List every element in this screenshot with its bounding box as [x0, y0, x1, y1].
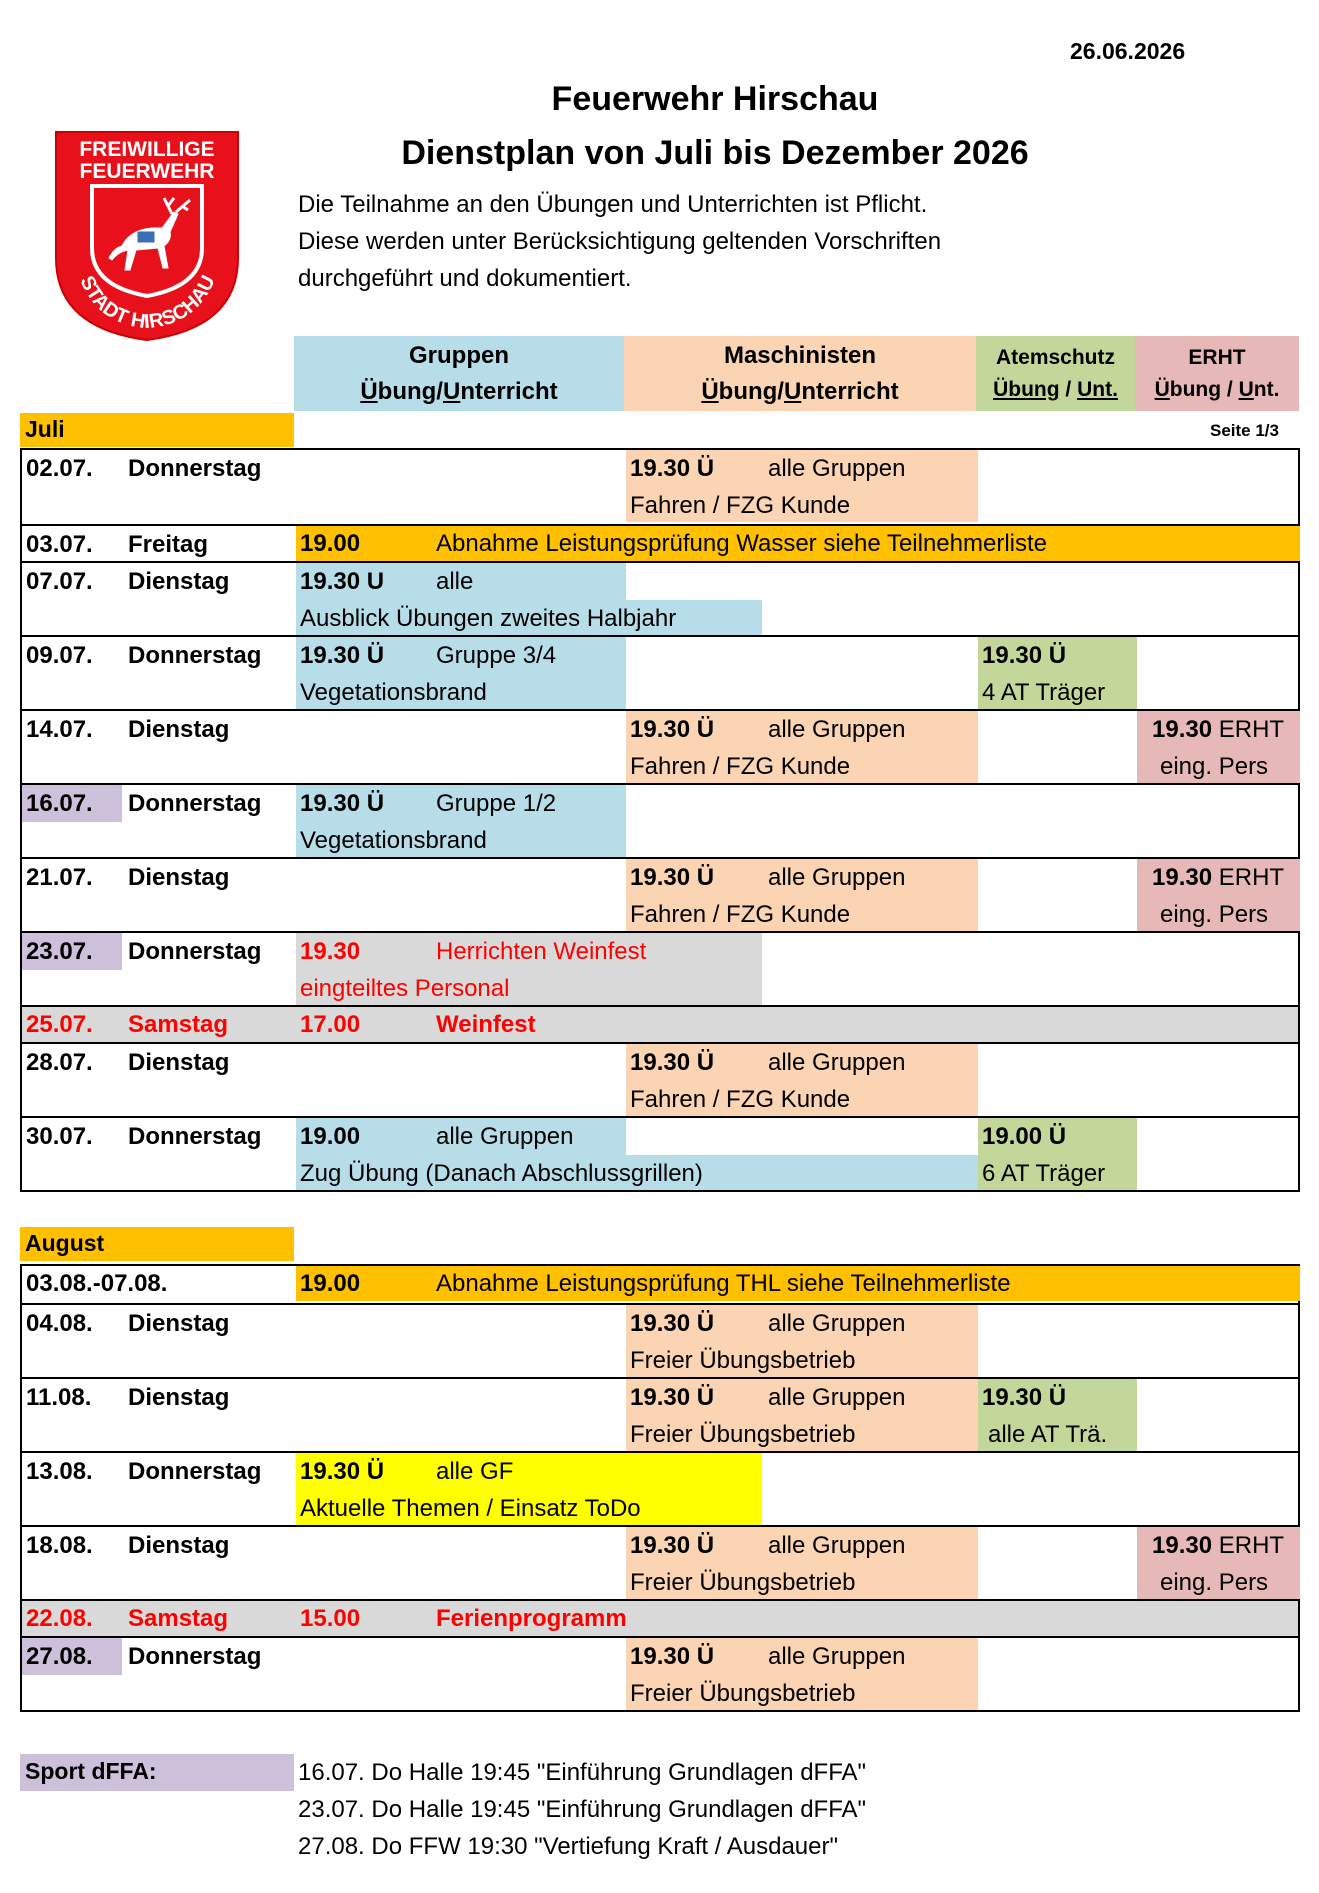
entry-time: 19.00 — [300, 1270, 361, 1297]
row-date: 22.08. — [26, 1605, 93, 1632]
entry-topic: Aktuelle Themen / Einsatz ToDo — [300, 1495, 641, 1522]
entry-time: 19.30 Ü — [630, 1643, 715, 1670]
entry-topic: Ausblick Übungen zweites Halbjahr — [300, 605, 677, 632]
table-row — [22, 1266, 1298, 1303]
table-row — [22, 1451, 1298, 1525]
erht-entry — [1152, 1527, 1284, 1564]
row-day: Donnerstag — [128, 1123, 262, 1150]
row-date: 27.08. — [26, 1643, 93, 1670]
month-label-juli: Juli — [20, 413, 294, 447]
row-day: Dienstag — [128, 1049, 230, 1076]
row-day: Samstag — [128, 1605, 229, 1632]
row-day: Freitag — [128, 531, 209, 558]
entry-group: alle Gruppen — [768, 1049, 906, 1076]
entry-time: 19.30 Ü — [300, 642, 385, 669]
entry-group: alle Gruppen — [768, 455, 906, 482]
entry-topic: Freier Übungsbetrieb — [630, 1421, 856, 1448]
sport-entry: 23.07. Do Halle 19:45 "Einführung Grundlagen dFFA" — [298, 1796, 867, 1823]
sport-entry: 16.07. Do Halle 19:45 "Einführung Grundlagen dFFA" — [298, 1759, 867, 1786]
entry-time: 19.00 Ü — [982, 1123, 1067, 1150]
entry-topic: Vegetationsbrand — [300, 679, 487, 706]
entry-time: 19.30 Ü — [630, 716, 715, 743]
logo-top-text: FREIWILLIGE — [79, 138, 215, 161]
column-header-maschinisten — [624, 336, 976, 411]
entry-group: ERHT — [1218, 1532, 1285, 1559]
entry-topic: Fahren / FZG Kunde — [630, 492, 851, 519]
entry-topic: 4 AT Träger — [982, 679, 1106, 706]
table-row — [22, 635, 1298, 709]
entry-time: 19.30 Ü — [982, 642, 1067, 669]
page-number: Seite 1/3 — [1210, 421, 1279, 440]
entry-time: 19.30 Ü — [982, 1384, 1067, 1411]
underlined-letter: Ü — [701, 378, 719, 405]
row-day: Donnerstag — [128, 455, 262, 482]
row-date: 21.07. — [26, 864, 93, 891]
row-date: 16.07. — [26, 790, 93, 817]
row-date: 30.07. — [26, 1123, 93, 1150]
row-day: Dienstag — [128, 1384, 230, 1411]
table-row — [22, 1042, 1298, 1116]
underlined-letter: U — [1238, 378, 1254, 401]
entry-group: Herrichten Weinfest — [436, 938, 647, 965]
entry-topic: Zug Übung (Danach Abschlussgrillen) — [300, 1160, 703, 1187]
underlined-letter: Unt. — [1077, 378, 1118, 401]
document-date: 26.06.2026 — [1070, 38, 1186, 64]
entry-group: alle Gruppen — [436, 1123, 574, 1150]
row-day: Donnerstag — [128, 938, 262, 965]
row-date: 03.07. — [26, 531, 93, 558]
page-title: Feuerwehr Hirschau — [551, 80, 879, 118]
entry-group: alle GF — [436, 1458, 514, 1485]
row-day: Donnerstag — [128, 1458, 262, 1485]
month-label-august: August — [20, 1227, 294, 1261]
sport-label: Sport dFFA: — [20, 1754, 294, 1791]
intro-line: durchgeführt und dokumentiert. — [298, 265, 632, 292]
table-row — [22, 450, 1298, 524]
entry-time: 19.00 — [300, 1123, 361, 1150]
schedule-table-august — [20, 1264, 1300, 1712]
entry-topic: Fahren / FZG Kunde — [630, 901, 851, 928]
underlined-letter: Übung — [993, 378, 1060, 401]
entry-topic: alle AT Trä. — [988, 1421, 1108, 1448]
entry-time: 19.30 Ü — [300, 790, 385, 817]
entry-time: 19.30 — [300, 938, 361, 965]
entry-time: 19.30 U — [300, 568, 385, 595]
entry-group: alle Gruppen — [768, 716, 906, 743]
sport-entry: 27.08. Do FFW 19:30 "Vertiefung Kraft / Ausdauer" — [298, 1833, 838, 1860]
column-subtitle-part: nterricht — [460, 378, 558, 405]
entry-topic: Fahren / FZG Kunde — [630, 1086, 851, 1113]
logo-top-text-2: FEUERWEHR — [79, 160, 215, 183]
entry-text: Abnahme Leistungsprüfung Wasser siehe Teilnehmerliste — [436, 530, 1048, 557]
entry-topic: eingteiltes Personal — [300, 975, 510, 1002]
column-subtitle-part: nt. — [1253, 378, 1280, 401]
entry-time: 15.00 — [300, 1605, 361, 1632]
entry-group: Gruppe 1/2 — [436, 790, 557, 817]
table-row — [22, 1599, 1298, 1636]
table-row — [22, 1303, 1298, 1377]
entry-time: 19.30 — [1152, 716, 1213, 743]
table-row — [22, 931, 1298, 1005]
entry-group: alle — [436, 568, 474, 595]
logo-ring-text: STADT HIRSCHAU — [75, 272, 220, 334]
entry-time: 19.30 Ü — [630, 455, 715, 482]
row-date: 04.08. — [26, 1310, 93, 1337]
column-subtitle-part: nterricht — [801, 378, 899, 405]
column-subtitle — [1135, 378, 1299, 402]
entry-group: ERHT — [1218, 716, 1285, 743]
entry-topic: Fahren / FZG Kunde — [630, 753, 851, 780]
entry-time: 19.30 Ü — [630, 864, 715, 891]
intro-text — [298, 186, 941, 297]
entry-time: 19.30 Ü — [630, 1049, 715, 1076]
table-row — [22, 1525, 1298, 1599]
row-date: 28.07. — [26, 1049, 93, 1076]
table-row — [22, 1116, 1298, 1190]
column-header-erht — [1135, 336, 1299, 411]
entry-text: Weinfest — [436, 1011, 536, 1038]
entry-topic: Freier Übungsbetrieb — [630, 1680, 856, 1707]
column-subtitle — [624, 378, 976, 406]
table-row — [22, 524, 1298, 561]
underlined-letter: U — [442, 378, 461, 405]
entry-time: 19.30 — [1152, 864, 1213, 891]
intro-line: Diese werden unter Berücksichtigung geltenden Vorschriften — [298, 228, 942, 255]
entry-time: 19.30 Ü — [630, 1310, 715, 1337]
entry-text: Ferienprogramm — [436, 1605, 627, 1632]
row-day: Dienstag — [128, 568, 230, 595]
row-day: Dienstag — [128, 1532, 230, 1559]
row-day: Dienstag — [128, 716, 230, 743]
row-date: 18.08. — [26, 1532, 93, 1559]
row-date: 07.07. — [26, 568, 93, 595]
entry-group: Gruppe 3/4 — [436, 642, 557, 669]
entry-group: alle Gruppen — [768, 1384, 906, 1411]
column-subtitle-part: bung/ — [718, 378, 784, 405]
row-day: Donnerstag — [128, 642, 262, 669]
entry-text: Abnahme Leistungsprüfung THL siehe Teilnehmerliste — [436, 1270, 1011, 1297]
column-subtitle — [294, 378, 624, 406]
table-row — [22, 709, 1298, 783]
column-header-atemschutz — [976, 336, 1135, 411]
entry-topic: Freier Übungsbetrieb — [630, 1569, 856, 1596]
entry-group: alle Gruppen — [768, 864, 906, 891]
entry-topic: 6 AT Träger — [982, 1160, 1106, 1187]
schedule-table-juli — [20, 448, 1300, 1192]
row-day: Samstag — [128, 1011, 229, 1038]
entry-topic: eing. Pers — [1160, 1569, 1269, 1596]
entry-time: 19.30 Ü — [300, 1458, 385, 1485]
entry-group: alle Gruppen — [768, 1532, 906, 1559]
entry-topic: eing. Pers — [1160, 901, 1269, 928]
table-row — [22, 1005, 1298, 1042]
erht-entry — [1152, 711, 1284, 748]
row-date: 13.08. — [26, 1458, 93, 1485]
entry-topic: Vegetationsbrand — [300, 827, 487, 854]
row-day: Dienstag — [128, 864, 230, 891]
column-title: Maschinisten — [723, 342, 877, 369]
entry-topic: eing. Pers — [1160, 753, 1269, 780]
row-date: 14.07. — [26, 716, 93, 743]
entry-group: ERHT — [1218, 864, 1285, 891]
row-date: 02.07. — [26, 455, 93, 482]
underlined-letter: Ü — [1154, 378, 1170, 401]
column-title: ERHT — [1188, 346, 1246, 369]
table-row — [22, 561, 1298, 635]
entry-group: alle Gruppen — [768, 1643, 906, 1670]
underlined-letter: Ü — [360, 378, 378, 405]
table-row — [22, 1377, 1298, 1451]
entry-time: 19.00 — [300, 530, 361, 557]
row-date: 11.08. — [26, 1384, 92, 1411]
column-header-gruppen — [294, 336, 624, 411]
row-day: Donnerstag — [128, 1643, 262, 1670]
column-subtitle-part: bung/ — [377, 378, 443, 405]
table-row — [22, 1636, 1298, 1710]
column-title: Atemschutz — [995, 346, 1116, 369]
table-row — [22, 783, 1298, 857]
page-subtitle: Dienstplan von Juli bis Dezember 2026 — [401, 134, 1029, 172]
column-subtitle — [976, 378, 1135, 402]
entry-time: 19.30 Ü — [630, 1384, 715, 1411]
row-date: 25.07. — [26, 1011, 93, 1038]
row-date: 23.07. — [26, 938, 93, 965]
row-day: Donnerstag — [128, 790, 262, 817]
entry-time: 17.00 — [300, 1011, 361, 1038]
entry-time: 19.30 Ü — [630, 1532, 715, 1559]
underlined-letter: U — [783, 378, 802, 405]
intro-line: Die Teilnahme an den Übungen und Unterrichten ist Pflicht. — [298, 191, 928, 218]
row-date: 09.07. — [26, 642, 93, 669]
entry-topic: Freier Übungsbetrieb — [630, 1347, 856, 1374]
erht-entry — [1152, 859, 1284, 896]
row-day: Dienstag — [128, 1310, 230, 1337]
column-subtitle-part: / — [1059, 378, 1078, 401]
fire-brigade-logo — [52, 128, 242, 343]
entry-group: alle Gruppen — [768, 1310, 906, 1337]
row-date: 03.08.-07.08. — [26, 1270, 168, 1297]
column-title: Gruppen — [409, 342, 509, 369]
entry-time: 19.30 — [1152, 1532, 1213, 1559]
column-subtitle-part: bung / — [1169, 378, 1239, 401]
table-row — [22, 857, 1298, 931]
